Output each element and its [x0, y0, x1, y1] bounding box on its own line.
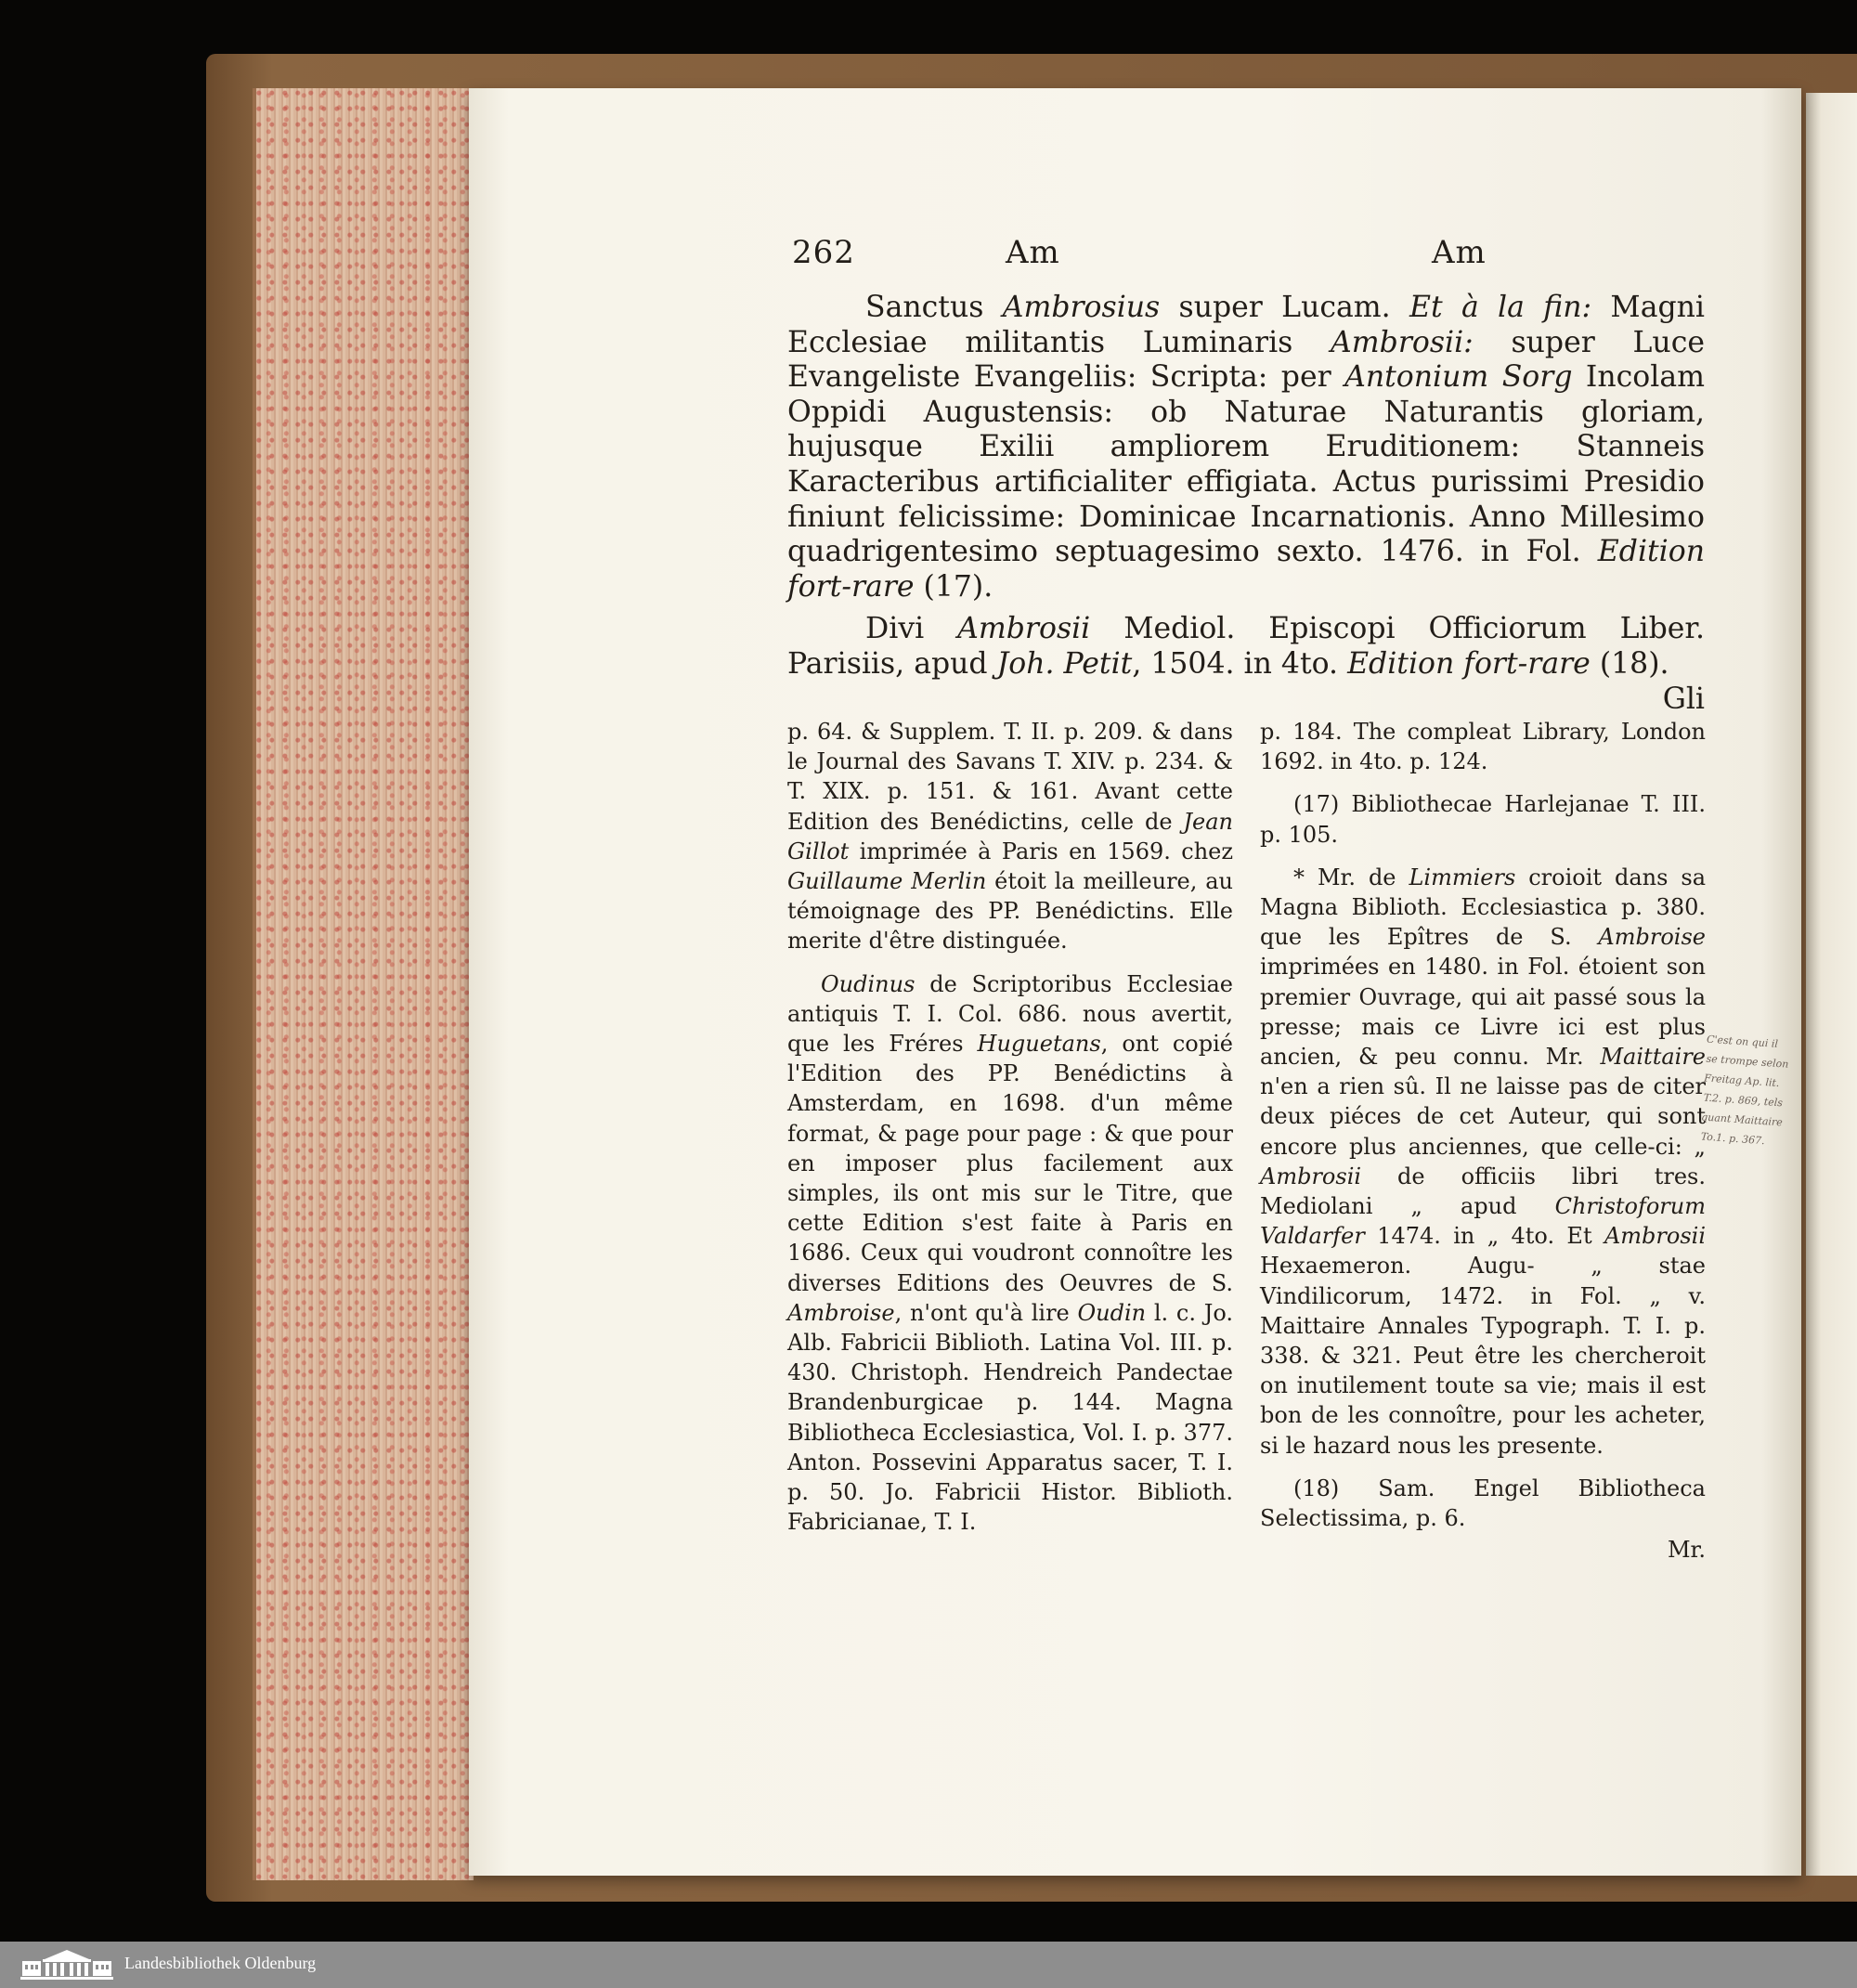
handwritten-margin-note: [1699, 1031, 1801, 1161]
text-run: étoit la meilleure, au témoignage des PP. Benédictins. Elle merite d'être distinguée.: [787, 868, 1233, 955]
italic-run: Ambrosii: [1260, 1163, 1362, 1189]
margin-note-line: Freitag Ap. lit.: [1703, 1072, 1780, 1090]
text-run: * Mr. de: [1293, 864, 1409, 890]
italic-run: Jean Gillot: [787, 808, 1233, 864]
running-head-left: Am: [1006, 234, 1060, 271]
text-run: Divi: [865, 612, 958, 646]
library-building-icon: [20, 1949, 113, 1981]
text-run: , 1504. in 4to.: [1132, 646, 1348, 681]
italic-run: Ambrosii: [1604, 1223, 1706, 1250]
text-run: p. 64. & Supplem. T. II. p. 209. & dans le Journal des Savans T. XIV. p. 234. & T. XIX. p. 151. & 161. Avant cette Edition des Benédictins, celle de: [787, 719, 1233, 835]
text-run: p. 184. The compleat Library, London 1692. in 4to. p. 124.: [1260, 719, 1706, 775]
italic-run: Oudin: [1077, 1299, 1147, 1326]
italic-run: Limmiers: [1409, 864, 1516, 890]
page-edge: [253, 88, 474, 1880]
text-run: super Lucam.: [1160, 291, 1409, 324]
catchword-main: Gli: [1662, 682, 1705, 716]
text-run: Incolam Oppidi Augustensis: ob Naturae Naturantis gloriam, hujusque Exilii ampliorem Eruditionem: Stanneis Karacteribus artificialiter effigiata. Actus purissimi Presidio finiunt felicissime: Dominicae Incarnationis. Anno Millesimo quadrigentesimo septuagesimo sexto. 1476. in Fol.: [787, 360, 1705, 569]
text-run: Mediol. Episcopi Officiorum Liber. Parisiis, apud: [787, 612, 1705, 681]
page-number: 262: [792, 234, 855, 271]
italic-run: Edition fort-rare: [787, 535, 1705, 604]
catchword-footnotes: Mr.: [1667, 1537, 1706, 1564]
italic-run: Joh. Petit: [996, 646, 1133, 681]
italic-run: Et à la fin:: [1409, 291, 1592, 324]
text-run: Hexaemeron. Augu- „ stae Vindilicorum, 1472. in Fol. „ v. Maittaire Annales Typograph. T. I. p. 338. & 321. Peut être les chercheroit on inutilement toute sa vie; mais il est bon de les connoître, pour les acheter, si le hazard nous les presente.: [1260, 1253, 1706, 1459]
text-run: , n'ont qu'à lire: [894, 1299, 1078, 1326]
footnotes-left-column: [787, 717, 1233, 1537]
text-run: , ont copié l'Edition des PP. Benédictins à Amsterdam, en 1698. d'un même format, & page pour page : & que pour en imposer plus facilement aux simples, ils ont mis sur le Titre, que cette Edition s'est faite à Paris en 1686. Ceux qui voudront connoître les diverses Editions des Oeuvres de S.: [787, 1031, 1233, 1296]
text-run: croioit dans sa Magna Biblioth. Ecclesiastica p. 380. que les Epîtres de S.: [1260, 864, 1707, 951]
margin-note-line: C'est on qui il: [1706, 1033, 1779, 1050]
footnote-paragraph: [1260, 717, 1706, 776]
text-run: de Scriptoribus Ecclesiae antiquis T. I. Col. 686. nous avertit, que les Fréres: [787, 970, 1233, 1058]
main-entries: [787, 291, 1705, 717]
footnote-paragraph: [1260, 863, 1706, 1461]
text-run: imprimée à Paris en 1569. chez: [849, 838, 1233, 864]
footnote-paragraph: [787, 717, 1233, 956]
footer-bar: [0, 1942, 1857, 1988]
footnote-paragraph: [1260, 789, 1706, 849]
text-run: n'en a rien sû. Il ne laisse pas de citer deux piéces de cet Auteur, qui sont encore plus anciennes, que celle-ci: „: [1260, 1073, 1706, 1160]
entry-officiorum-liber: [787, 612, 1705, 682]
text-run: Magni Ecclesiae militantis Luminaris: [787, 291, 1705, 359]
text-run: (17) Bibliothecae Harlejanae T. III. p. 105.: [1260, 791, 1706, 848]
italic-run: Ambrosii: [957, 612, 1091, 646]
italic-run: Maittaire: [1600, 1044, 1706, 1071]
text-run: super Luce Evangeliste Evangeliis: Scripta: per: [787, 325, 1705, 395]
italic-run: Edition fort-rare: [1347, 646, 1591, 681]
margin-note-line: T.2. p. 869, tels: [1703, 1091, 1784, 1110]
footer-institution-name: Landesbibliothek Oldenburg: [124, 1954, 317, 1972]
italic-run: Antonium Sorg: [1344, 360, 1573, 395]
text-run: (18).: [1590, 646, 1669, 681]
text-run: de officiis libri tres. Mediolani „ apud: [1260, 1163, 1706, 1220]
italic-run: Huguetans: [977, 1031, 1101, 1058]
margin-note-line: quant Maittaire: [1700, 1111, 1784, 1129]
italic-run: Ambroise: [1598, 924, 1706, 951]
margin-note-line: To.1. p. 367.: [1700, 1130, 1766, 1148]
italic-run: Ambroise: [787, 1299, 895, 1326]
italic-run: Christoforum Valdarfer: [1260, 1193, 1706, 1250]
margin-note-line: se trompe selon: [1706, 1052, 1789, 1071]
text-run: Sanctus: [865, 291, 1003, 324]
footnote-paragraph: [1260, 1474, 1706, 1533]
text-run: 1474. in „ 4to. Et: [1364, 1223, 1604, 1250]
footnotes-right-column: [1260, 717, 1706, 1565]
text-run: l. c. Jo. Alb. Fabricii Biblioth. Latina Vol. III. p. 430. Christoph. Hendreich Pandectae Brandenburgicae p. 144. Magna Bibliotheca Ecclesiastica, Vol. I. p. 377. Anton. Possevini Apparatus sacer, T. I. p. 50. Jo. Fabricii Histor. Biblioth. Fabricianae, T. I.: [787, 1299, 1233, 1536]
footnote-paragraph: [787, 969, 1233, 1538]
running-head-right: Am: [1432, 234, 1487, 271]
text-run: imprimées en 1480. in Fol. étoient son premier Ouvrage, qui ait passé sous la presse; mais ce Livre ici est plus ancien, & peu connu. Mr.: [1260, 954, 1706, 1071]
text-run: (17).: [914, 569, 993, 604]
italic-run: Oudinus: [821, 970, 916, 997]
italic-run: Ambrosius: [1002, 291, 1161, 324]
italic-run: Guillaume Merlin: [787, 868, 987, 895]
entry-ambrosius-super-lucam: [787, 291, 1705, 604]
text-run: (18) Sam. Engel Bibliotheca Selectissima, p. 6.: [1260, 1475, 1706, 1532]
facing-page-edge: [1806, 93, 1857, 1876]
italic-run: Ambrosii:: [1331, 325, 1474, 359]
